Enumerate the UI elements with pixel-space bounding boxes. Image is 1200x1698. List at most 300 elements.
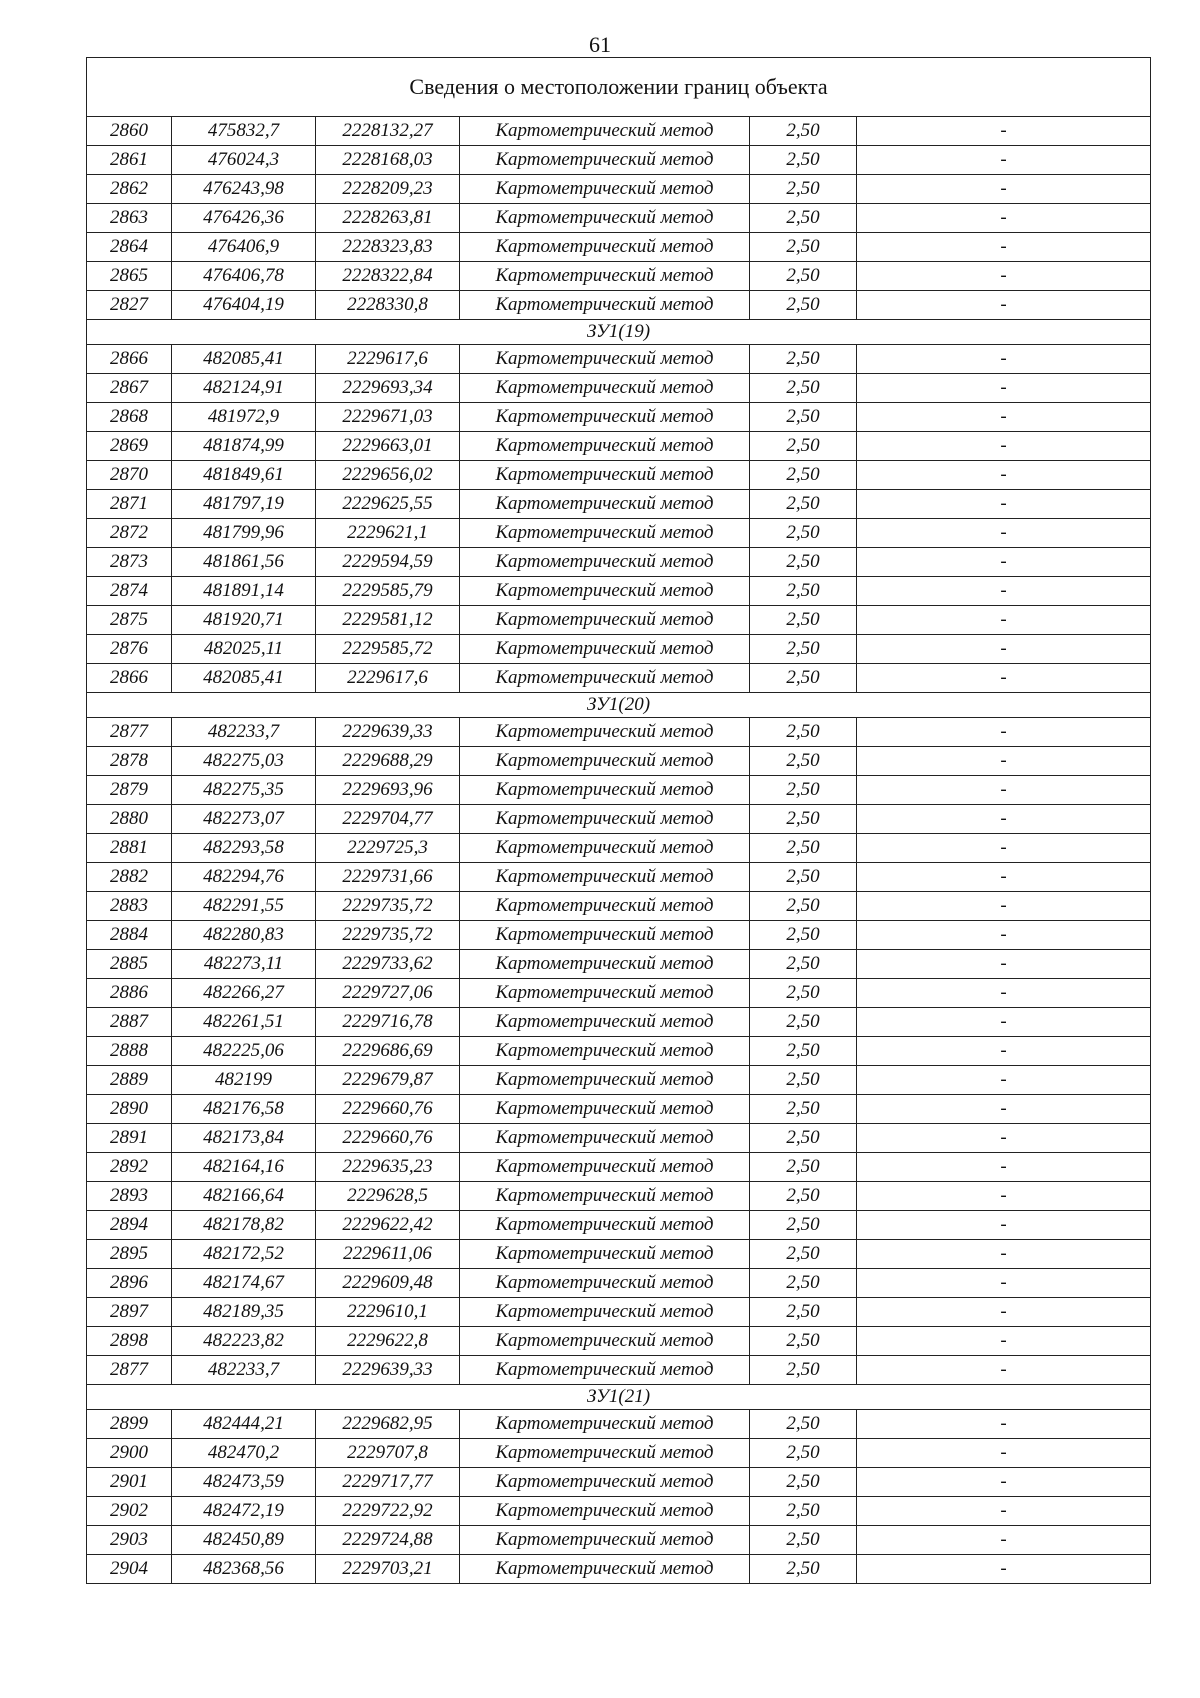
table-row <box>87 548 1151 577</box>
table-row <box>87 577 1151 606</box>
method-cell: Картометрический метод <box>460 519 750 548</box>
method-cell: Картометрический метод <box>460 805 750 834</box>
method-cell: Картометрический метод <box>460 1066 750 1095</box>
y-coordinate-cell: 2229585,79 <box>316 577 460 606</box>
table-body <box>87 58 1151 1584</box>
point-number-cell: 2900 <box>87 1439 172 1468</box>
x-coordinate-cell: 482199 <box>172 1066 316 1095</box>
description-cell: - <box>857 950 1151 979</box>
accuracy-cell: 2,50 <box>750 146 857 175</box>
accuracy-cell: 2,50 <box>750 519 857 548</box>
point-number-cell: 2891 <box>87 1124 172 1153</box>
x-coordinate-cell: 482473,59 <box>172 1468 316 1497</box>
accuracy-cell: 2,50 <box>750 921 857 950</box>
x-coordinate-cell: 476406,78 <box>172 262 316 291</box>
section-heading: ЗУ1(21) <box>87 1385 1151 1410</box>
y-coordinate-cell: 2229628,5 <box>316 1182 460 1211</box>
table-row <box>87 1497 1151 1526</box>
y-coordinate-cell: 2229621,1 <box>316 519 460 548</box>
x-coordinate-cell: 481891,14 <box>172 577 316 606</box>
description-cell: - <box>857 1124 1151 1153</box>
method-cell: Картометрический метод <box>460 548 750 577</box>
y-coordinate-cell: 2229682,95 <box>316 1410 460 1439</box>
description-cell: - <box>857 718 1151 747</box>
accuracy-cell: 2,50 <box>750 490 857 519</box>
description-cell: - <box>857 921 1151 950</box>
x-coordinate-cell: 482472,19 <box>172 1497 316 1526</box>
x-coordinate-cell: 481861,56 <box>172 548 316 577</box>
y-coordinate-cell: 2229688,29 <box>316 747 460 776</box>
point-number-cell: 2884 <box>87 921 172 950</box>
description-cell: - <box>857 834 1151 863</box>
x-coordinate-cell: 482085,41 <box>172 664 316 693</box>
method-cell: Картометрический метод <box>460 950 750 979</box>
table-row <box>87 1008 1151 1037</box>
y-coordinate-cell: 2229639,33 <box>316 1356 460 1385</box>
accuracy-cell: 2,50 <box>750 1497 857 1526</box>
description-cell: - <box>857 146 1151 175</box>
method-cell: Картометрический метод <box>460 1468 750 1497</box>
description-cell: - <box>857 1497 1151 1526</box>
point-number-cell: 2870 <box>87 461 172 490</box>
description-cell: - <box>857 204 1151 233</box>
x-coordinate-cell: 482470,2 <box>172 1439 316 1468</box>
description-cell: - <box>857 1153 1151 1182</box>
description-cell: - <box>857 1211 1151 1240</box>
accuracy-cell: 2,50 <box>750 1153 857 1182</box>
y-coordinate-cell: 2229731,66 <box>316 863 460 892</box>
y-coordinate-cell: 2228168,03 <box>316 146 460 175</box>
description-cell: - <box>857 664 1151 693</box>
y-coordinate-cell: 2229693,96 <box>316 776 460 805</box>
description-cell: - <box>857 747 1151 776</box>
accuracy-cell: 2,50 <box>750 863 857 892</box>
description-cell: - <box>857 1037 1151 1066</box>
accuracy-cell: 2,50 <box>750 979 857 1008</box>
description-cell: - <box>857 606 1151 635</box>
section-heading: ЗУ1(20) <box>87 693 1151 718</box>
point-number-cell: 2877 <box>87 718 172 747</box>
method-cell: Картометрический метод <box>460 1008 750 1037</box>
point-number-cell: 2895 <box>87 1240 172 1269</box>
y-coordinate-cell: 2229617,6 <box>316 664 460 693</box>
description-cell: - <box>857 1066 1151 1095</box>
method-cell: Картометрический метод <box>460 664 750 693</box>
method-cell: Картометрический метод <box>460 175 750 204</box>
accuracy-cell: 2,50 <box>750 1555 857 1584</box>
accuracy-cell: 2,50 <box>750 1095 857 1124</box>
x-coordinate-cell: 482172,52 <box>172 1240 316 1269</box>
accuracy-cell: 2,50 <box>750 1037 857 1066</box>
x-coordinate-cell: 482025,11 <box>172 635 316 664</box>
x-coordinate-cell: 482275,35 <box>172 776 316 805</box>
accuracy-cell: 2,50 <box>750 461 857 490</box>
point-number-cell: 2898 <box>87 1327 172 1356</box>
x-coordinate-cell: 476404,19 <box>172 291 316 320</box>
point-number-cell: 2885 <box>87 950 172 979</box>
method-cell: Картометрический метод <box>460 1095 750 1124</box>
table-row <box>87 1555 1151 1584</box>
method-cell: Картометрический метод <box>460 1526 750 1555</box>
method-cell: Картометрический метод <box>460 291 750 320</box>
y-coordinate-cell: 2229663,01 <box>316 432 460 461</box>
method-cell: Картометрический метод <box>460 1037 750 1066</box>
description-cell: - <box>857 432 1151 461</box>
table-row <box>87 1468 1151 1497</box>
accuracy-cell: 2,50 <box>750 345 857 374</box>
method-cell: Картометрический метод <box>460 117 750 146</box>
accuracy-cell: 2,50 <box>750 262 857 291</box>
method-cell: Картометрический метод <box>460 1410 750 1439</box>
point-number-cell: 2903 <box>87 1526 172 1555</box>
accuracy-cell: 2,50 <box>750 374 857 403</box>
y-coordinate-cell: 2229693,34 <box>316 374 460 403</box>
y-coordinate-cell: 2228132,27 <box>316 117 460 146</box>
y-coordinate-cell: 2228209,23 <box>316 175 460 204</box>
point-number-cell: 2866 <box>87 345 172 374</box>
method-cell: Картометрический метод <box>460 635 750 664</box>
point-number-cell: 2887 <box>87 1008 172 1037</box>
description-cell: - <box>857 262 1151 291</box>
table-row <box>87 204 1151 233</box>
table-row <box>87 345 1151 374</box>
description-cell: - <box>857 117 1151 146</box>
x-coordinate-cell: 482233,7 <box>172 718 316 747</box>
table-row <box>87 1095 1151 1124</box>
table-row <box>87 1298 1151 1327</box>
y-coordinate-cell: 2229617,6 <box>316 345 460 374</box>
x-coordinate-cell: 476426,36 <box>172 204 316 233</box>
y-coordinate-cell: 2229735,72 <box>316 921 460 950</box>
x-coordinate-cell: 481797,19 <box>172 490 316 519</box>
table-row <box>87 921 1151 950</box>
x-coordinate-cell: 482444,21 <box>172 1410 316 1439</box>
method-cell: Картометрический метод <box>460 1124 750 1153</box>
y-coordinate-cell: 2229704,77 <box>316 805 460 834</box>
point-number-cell: 2860 <box>87 117 172 146</box>
x-coordinate-cell: 482280,83 <box>172 921 316 950</box>
point-number-cell: 2878 <box>87 747 172 776</box>
accuracy-cell: 2,50 <box>750 1008 857 1037</box>
x-coordinate-cell: 482173,84 <box>172 1124 316 1153</box>
accuracy-cell: 2,50 <box>750 1066 857 1095</box>
accuracy-cell: 2,50 <box>750 1298 857 1327</box>
table-row <box>87 635 1151 664</box>
accuracy-cell: 2,50 <box>750 1410 857 1439</box>
section-heading-row <box>87 1385 1151 1410</box>
point-number-cell: 2869 <box>87 432 172 461</box>
method-cell: Картометрический метод <box>460 1497 750 1526</box>
y-coordinate-cell: 2229686,69 <box>316 1037 460 1066</box>
accuracy-cell: 2,50 <box>750 1182 857 1211</box>
y-coordinate-cell: 2229703,21 <box>316 1555 460 1584</box>
x-coordinate-cell: 482261,51 <box>172 1008 316 1037</box>
point-number-cell: 2893 <box>87 1182 172 1211</box>
method-cell: Картометрический метод <box>460 1269 750 1298</box>
accuracy-cell: 2,50 <box>750 1240 857 1269</box>
point-number-cell: 2889 <box>87 1066 172 1095</box>
method-cell: Картометрический метод <box>460 1240 750 1269</box>
table-row <box>87 403 1151 432</box>
method-cell: Картометрический метод <box>460 776 750 805</box>
point-number-cell: 2888 <box>87 1037 172 1066</box>
description-cell: - <box>857 1182 1151 1211</box>
table-row <box>87 291 1151 320</box>
point-number-cell: 2881 <box>87 834 172 863</box>
method-cell: Картометрический метод <box>460 490 750 519</box>
accuracy-cell: 2,50 <box>750 291 857 320</box>
description-cell: - <box>857 1327 1151 1356</box>
y-coordinate-cell: 2229727,06 <box>316 979 460 1008</box>
x-coordinate-cell: 482223,82 <box>172 1327 316 1356</box>
point-number-cell: 2897 <box>87 1298 172 1327</box>
y-coordinate-cell: 2228263,81 <box>316 204 460 233</box>
description-cell: - <box>857 1240 1151 1269</box>
x-coordinate-cell: 476406,9 <box>172 233 316 262</box>
method-cell: Картометрический метод <box>460 1153 750 1182</box>
accuracy-cell: 2,50 <box>750 1356 857 1385</box>
point-number-cell: 2871 <box>87 490 172 519</box>
point-number-cell: 2867 <box>87 374 172 403</box>
x-coordinate-cell: 482368,56 <box>172 1555 316 1584</box>
point-number-cell: 2902 <box>87 1497 172 1526</box>
point-number-cell: 2862 <box>87 175 172 204</box>
point-number-cell: 2901 <box>87 1468 172 1497</box>
table-row <box>87 1526 1151 1555</box>
description-cell: - <box>857 1298 1151 1327</box>
point-number-cell: 2896 <box>87 1269 172 1298</box>
point-number-cell: 2876 <box>87 635 172 664</box>
y-coordinate-cell: 2228322,84 <box>316 262 460 291</box>
point-number-cell: 2872 <box>87 519 172 548</box>
description-cell: - <box>857 291 1151 320</box>
table-row <box>87 1182 1151 1211</box>
point-number-cell: 2899 <box>87 1410 172 1439</box>
accuracy-cell: 2,50 <box>750 1269 857 1298</box>
description-cell: - <box>857 1468 1151 1497</box>
x-coordinate-cell: 475832,7 <box>172 117 316 146</box>
boundary-coordinates-table <box>86 57 1151 1584</box>
y-coordinate-cell: 2229656,02 <box>316 461 460 490</box>
description-cell: - <box>857 1410 1151 1439</box>
point-number-cell: 2882 <box>87 863 172 892</box>
table-row <box>87 1439 1151 1468</box>
table-row <box>87 664 1151 693</box>
table-row <box>87 606 1151 635</box>
x-coordinate-cell: 481849,61 <box>172 461 316 490</box>
accuracy-cell: 2,50 <box>750 1439 857 1468</box>
method-cell: Картометрический метод <box>460 747 750 776</box>
point-number-cell: 2874 <box>87 577 172 606</box>
y-coordinate-cell: 2228323,83 <box>316 233 460 262</box>
point-number-cell: 2861 <box>87 146 172 175</box>
table-row <box>87 863 1151 892</box>
accuracy-cell: 2,50 <box>750 1211 857 1240</box>
table-row <box>87 1410 1151 1439</box>
accuracy-cell: 2,50 <box>750 892 857 921</box>
table-row <box>87 1211 1151 1240</box>
table-title: Сведения о местоположении границ объекта <box>87 58 1151 117</box>
point-number-cell: 2864 <box>87 233 172 262</box>
accuracy-cell: 2,50 <box>750 606 857 635</box>
method-cell: Картометрический метод <box>460 834 750 863</box>
point-number-cell: 2879 <box>87 776 172 805</box>
y-coordinate-cell: 2229716,78 <box>316 1008 460 1037</box>
description-cell: - <box>857 175 1151 204</box>
y-coordinate-cell: 2229594,59 <box>316 548 460 577</box>
table-row <box>87 175 1151 204</box>
section-heading-row <box>87 320 1151 345</box>
accuracy-cell: 2,50 <box>750 805 857 834</box>
section-heading: ЗУ1(19) <box>87 320 1151 345</box>
accuracy-cell: 2,50 <box>750 747 857 776</box>
x-coordinate-cell: 482176,58 <box>172 1095 316 1124</box>
description-cell: - <box>857 374 1151 403</box>
method-cell: Картометрический метод <box>460 1211 750 1240</box>
y-coordinate-cell: 2229622,42 <box>316 1211 460 1240</box>
point-number-cell: 2875 <box>87 606 172 635</box>
y-coordinate-cell: 2229585,72 <box>316 635 460 664</box>
description-cell: - <box>857 490 1151 519</box>
point-number-cell: 2877 <box>87 1356 172 1385</box>
table-row <box>87 718 1151 747</box>
table-row <box>87 262 1151 291</box>
y-coordinate-cell: 2229625,55 <box>316 490 460 519</box>
accuracy-cell: 2,50 <box>750 664 857 693</box>
description-cell: - <box>857 403 1151 432</box>
point-number-cell: 2866 <box>87 664 172 693</box>
point-number-cell: 2894 <box>87 1211 172 1240</box>
description-cell: - <box>857 1439 1151 1468</box>
point-number-cell: 2868 <box>87 403 172 432</box>
x-coordinate-cell: 482291,55 <box>172 892 316 921</box>
method-cell: Картометрический метод <box>460 262 750 291</box>
y-coordinate-cell: 2229581,12 <box>316 606 460 635</box>
y-coordinate-cell: 2229724,88 <box>316 1526 460 1555</box>
table-title-row <box>87 58 1151 117</box>
table-row <box>87 892 1151 921</box>
x-coordinate-cell: 481799,96 <box>172 519 316 548</box>
method-cell: Картометрический метод <box>460 233 750 262</box>
table-row <box>87 834 1151 863</box>
method-cell: Картометрический метод <box>460 577 750 606</box>
method-cell: Картометрический метод <box>460 461 750 490</box>
description-cell: - <box>857 776 1151 805</box>
x-coordinate-cell: 482189,35 <box>172 1298 316 1327</box>
table-row <box>87 432 1151 461</box>
y-coordinate-cell: 2229707,8 <box>316 1439 460 1468</box>
description-cell: - <box>857 233 1151 262</box>
method-cell: Картометрический метод <box>460 432 750 461</box>
y-coordinate-cell: 2229679,87 <box>316 1066 460 1095</box>
x-coordinate-cell: 481972,9 <box>172 403 316 432</box>
accuracy-cell: 2,50 <box>750 432 857 461</box>
table-row <box>87 1327 1151 1356</box>
accuracy-cell: 2,50 <box>750 718 857 747</box>
x-coordinate-cell: 482164,16 <box>172 1153 316 1182</box>
y-coordinate-cell: 2228330,8 <box>316 291 460 320</box>
accuracy-cell: 2,50 <box>750 204 857 233</box>
table-row <box>87 1153 1151 1182</box>
method-cell: Картометрический метод <box>460 146 750 175</box>
x-coordinate-cell: 482275,03 <box>172 747 316 776</box>
accuracy-cell: 2,50 <box>750 635 857 664</box>
description-cell: - <box>857 805 1151 834</box>
table-row <box>87 461 1151 490</box>
description-cell: - <box>857 1526 1151 1555</box>
description-cell: - <box>857 548 1151 577</box>
x-coordinate-cell: 482085,41 <box>172 345 316 374</box>
accuracy-cell: 2,50 <box>750 834 857 863</box>
table-row <box>87 1037 1151 1066</box>
accuracy-cell: 2,50 <box>750 1327 857 1356</box>
accuracy-cell: 2,50 <box>750 950 857 979</box>
x-coordinate-cell: 481920,71 <box>172 606 316 635</box>
method-cell: Картометрический метод <box>460 374 750 403</box>
table-row <box>87 1066 1151 1095</box>
accuracy-cell: 2,50 <box>750 233 857 262</box>
x-coordinate-cell: 476243,98 <box>172 175 316 204</box>
table-row <box>87 747 1151 776</box>
point-number-cell: 2890 <box>87 1095 172 1124</box>
y-coordinate-cell: 2229717,77 <box>316 1468 460 1497</box>
y-coordinate-cell: 2229610,1 <box>316 1298 460 1327</box>
section-heading-row <box>87 693 1151 718</box>
x-coordinate-cell: 476024,3 <box>172 146 316 175</box>
x-coordinate-cell: 482166,64 <box>172 1182 316 1211</box>
x-coordinate-cell: 481874,99 <box>172 432 316 461</box>
table-row <box>87 805 1151 834</box>
method-cell: Картометрический метод <box>460 204 750 233</box>
table-row <box>87 1240 1151 1269</box>
x-coordinate-cell: 482233,7 <box>172 1356 316 1385</box>
point-number-cell: 2880 <box>87 805 172 834</box>
point-number-cell: 2904 <box>87 1555 172 1584</box>
x-coordinate-cell: 482174,67 <box>172 1269 316 1298</box>
table-row <box>87 146 1151 175</box>
y-coordinate-cell: 2229660,76 <box>316 1124 460 1153</box>
table-row <box>87 950 1151 979</box>
description-cell: - <box>857 979 1151 1008</box>
point-number-cell: 2883 <box>87 892 172 921</box>
accuracy-cell: 2,50 <box>750 1124 857 1153</box>
description-cell: - <box>857 892 1151 921</box>
point-number-cell: 2863 <box>87 204 172 233</box>
description-cell: - <box>857 1095 1151 1124</box>
table-row <box>87 1269 1151 1298</box>
y-coordinate-cell: 2229671,03 <box>316 403 460 432</box>
y-coordinate-cell: 2229622,8 <box>316 1327 460 1356</box>
accuracy-cell: 2,50 <box>750 117 857 146</box>
method-cell: Картометрический метод <box>460 606 750 635</box>
accuracy-cell: 2,50 <box>750 776 857 805</box>
table-row <box>87 117 1151 146</box>
x-coordinate-cell: 482178,82 <box>172 1211 316 1240</box>
accuracy-cell: 2,50 <box>750 548 857 577</box>
description-cell: - <box>857 577 1151 606</box>
x-coordinate-cell: 482124,91 <box>172 374 316 403</box>
x-coordinate-cell: 482293,58 <box>172 834 316 863</box>
y-coordinate-cell: 2229722,92 <box>316 1497 460 1526</box>
method-cell: Картометрический метод <box>460 1356 750 1385</box>
description-cell: - <box>857 461 1151 490</box>
x-coordinate-cell: 482273,11 <box>172 950 316 979</box>
table-row <box>87 233 1151 262</box>
method-cell: Картометрический метод <box>460 892 750 921</box>
method-cell: Картометрический метод <box>460 345 750 374</box>
table-row <box>87 979 1151 1008</box>
x-coordinate-cell: 482450,89 <box>172 1526 316 1555</box>
